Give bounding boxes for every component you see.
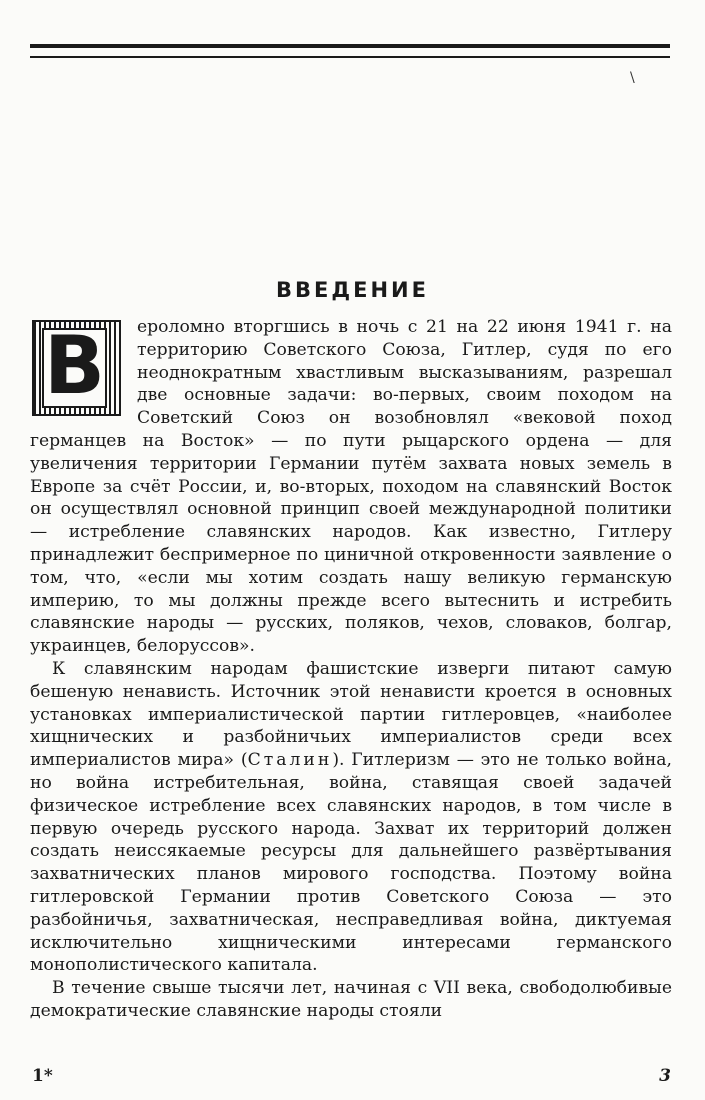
drop-cap [30,320,127,420]
page-number: 3 [659,1066,671,1086]
quote-author: Сталин [247,750,333,771]
paragraph-2 [30,658,672,977]
signature-mark: 1* [32,1066,53,1086]
body-text [30,316,672,1023]
header-rule-thin [30,56,670,58]
stray-mark: \ [630,70,635,86]
paragraph-2-text-b: ). Гитлеризм — это не только война, но война истребительная, война, ставящая своей задачей физическое истребление всех славянских народов, в том числе в первую очередь русского народа. Захват их территорий должен создать неиссякаемые ресурсы для дальнейшего развёртывания захватнических планов мирового господства. Поэтому война гитлеровской Германии против Советского Союза — это разбойничья, захватническая, несправедливая война, диктуемая исключительно хищническими интересами германского монополистического капитала. [30,750,672,976]
paragraph-1-text: ероломно вторгшись в ночь с 21 на 22 июня 1941 г. на территорию Советского Союза, Гитлер, судя по его неоднократным хвастливым высказываниям, разрешал две основные задачи: во-первых, своим походом на Советский Союз он возобновлял «вековой поход германцев на Восток» — по пути рыцарского ордена — для увеличения территории Германии путём захвата новых земель в Европе за счёт России, и, во-вторых, походом на славянский Восток он осуществлял основной принцип своей международной политики — истребление славянских народов. Как известно, Гитлеру принадлежит беспримерное по циничной откровенности заявление о том, что, «если мы хотим создать нашу великую германскую империю, то мы должны прежде всего вытеснить и истребить славянские народы — русских, поляков, чехов, словаков, болгар, украинцев, белоруссов». [30,317,672,657]
paragraph-1 [30,316,672,658]
paragraph-3: В течение свыше тысячи лет, начиная с VII века, свободолюбивые демократические славянские народы стояли [30,978,672,1021]
drop-cap-letter: В [44,319,105,412]
header-rule-thick [30,44,670,48]
chapter-title: ВВЕДЕНИЕ [276,278,429,302]
paragraph-2-text-a: К славянским народам фашистские изверги питают самую бешеную ненависть. Источник этой ненависти кроется в основных установках империалистической партии гитлеровцев, «наиболее хищнических и разбойничьих империалистов среди всех империалистов мира» ( [30,658,672,771]
